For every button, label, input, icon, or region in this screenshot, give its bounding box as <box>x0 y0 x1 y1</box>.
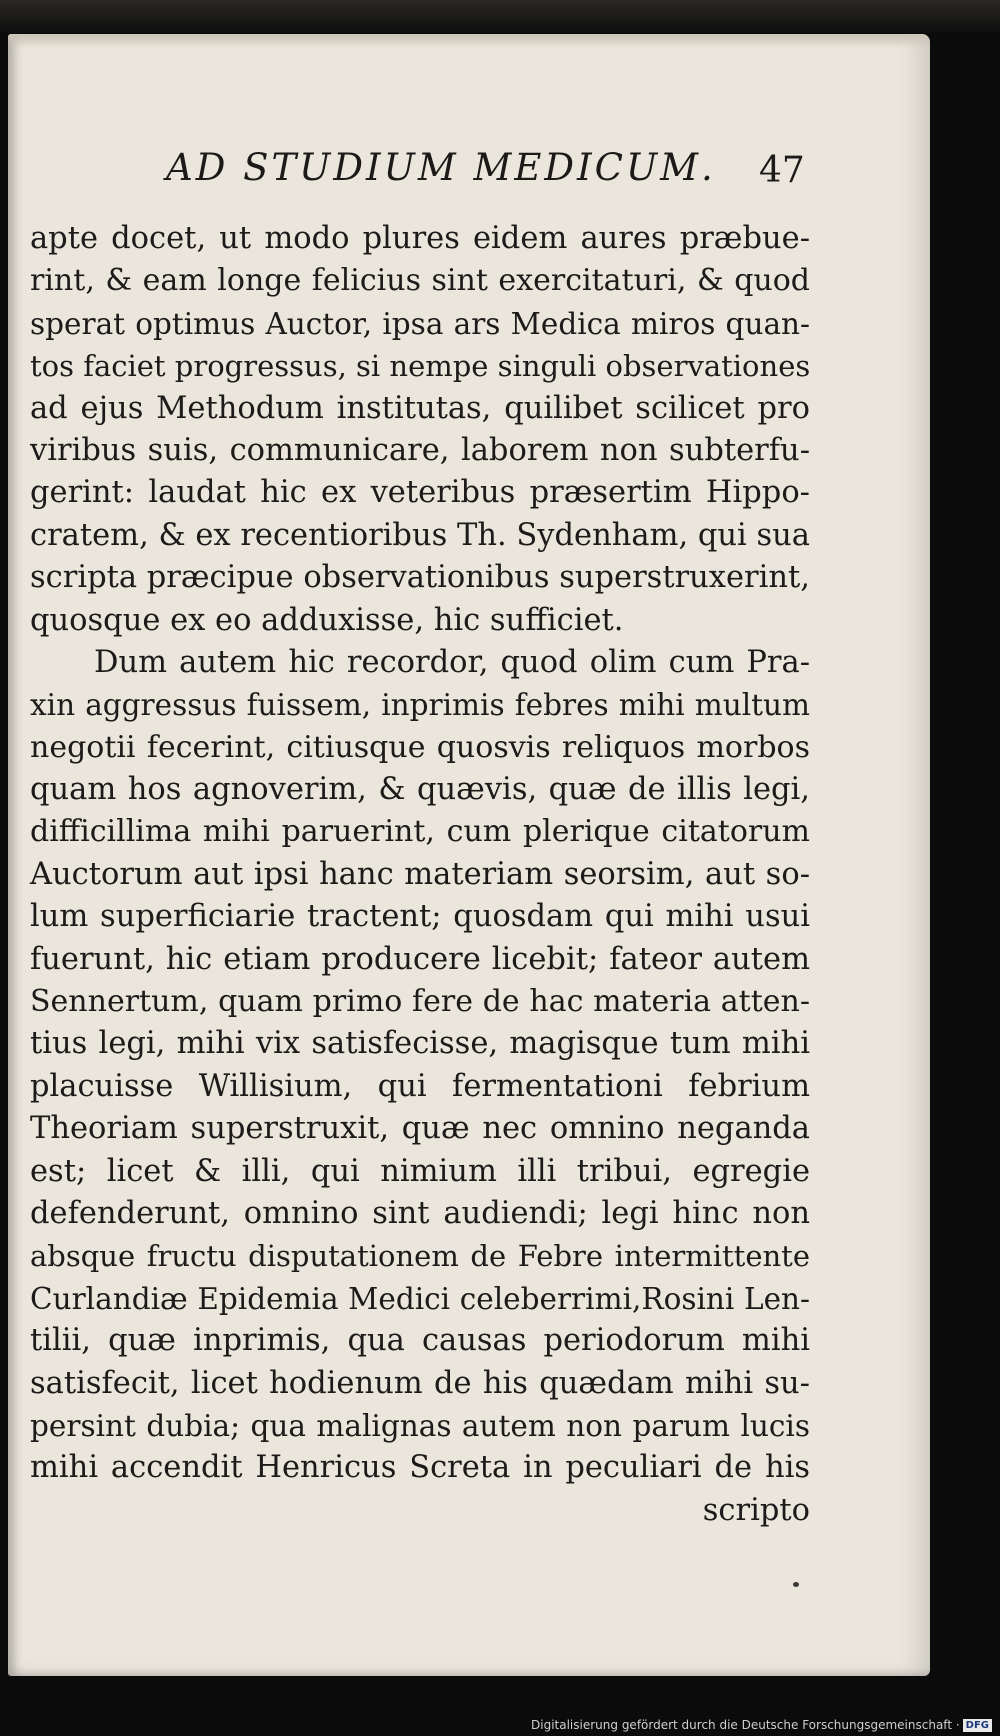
text-line: tilii, quæ inprimis, qua causas periodorum mihi <box>30 1323 810 1359</box>
text-line: lum superficiarie tractent; quosdam qui mihi usui <box>30 899 810 935</box>
text-line: difficillima mihi paruerint, cum plerique citatorum <box>30 814 810 850</box>
text-line: scripta præcipue observationibus superstruxerint, <box>30 560 810 596</box>
text-line: xin aggressus fuissem, inprimis febres mihi multum <box>30 688 810 723</box>
text-line: Dum autem hic recordor, quod olim cum Pra- <box>94 644 810 680</box>
text-line: sperat optimus Auctor, ipsa ars Medica miros quan- <box>30 306 810 341</box>
scan-background-top <box>0 0 1000 34</box>
body-text <box>30 218 810 1532</box>
dfg-logo: DFG <box>963 1719 992 1732</box>
text-line: gerint: laudat hic ex veteribus præsertim Hippo- <box>30 475 810 511</box>
text-line: quam hos agnoverim, & quævis, quæ de illis legi, <box>30 772 810 808</box>
text-line: negotii fecerint, citiusque quosvis reliquos morbos <box>30 729 810 765</box>
text-line: absque fructu disputationem de Febre intermittente <box>30 1239 810 1274</box>
text-line: viribus suis, communicare, laborem non subterfu- <box>30 432 810 468</box>
page-number: 47 <box>759 150 805 191</box>
text-line: est; licet & illi, qui nimium illi tribui, egregie <box>30 1153 810 1189</box>
ink-speck <box>793 1582 799 1587</box>
text-line: ad ejus Methodum institutas, quilibet scilicet pro <box>30 390 810 426</box>
text-line: Sennertum, quam primo fere de hac materia atten- <box>30 984 810 1020</box>
text-line: placuisse Willisium, qui fermentationi febrium <box>30 1068 810 1104</box>
text-line: rint, & eam longe felicius sint exercitaturi, & quod <box>30 263 810 299</box>
text-line: Auctorum aut ipsi hanc materiam seorsim, aut so- <box>30 856 810 892</box>
text-line: Curlandiæ Epidemia Medici celeberrimi,Rosini Len- <box>30 1281 810 1316</box>
book-page <box>8 34 930 1676</box>
text-line: persint dubia; qua malignas autem non parum lucis <box>30 1408 810 1443</box>
text-line: defenderunt, omnino sint audiendi; legi hinc non <box>30 1195 810 1231</box>
text-line: fuerunt, hic etiam producere licebit; fateor autem <box>30 941 810 977</box>
running-title: AD STUDIUM MEDICUM. <box>166 146 716 189</box>
text-line: apte docet, ut modo plures eidem aures præbue- <box>30 221 810 256</box>
text-line: scripto <box>702 1492 810 1528</box>
text-line: tius legi, mihi vix satisfecisse, magisque tum mihi <box>30 1026 810 1062</box>
page-edge-shadow <box>8 34 930 48</box>
text-line: quosque ex eo adduxisse, hic sufficiet. <box>30 602 624 638</box>
text-line: satisfecit, licet hodienum de his quædam mihi su- <box>30 1365 810 1401</box>
text-line: mihi accendit Henricus Screta in peculiari de his <box>30 1450 810 1486</box>
text-line: cratem, & ex recentioribus Th. Sydenham, qui sua <box>30 517 810 553</box>
text-line: Theoriam superstruxit, quæ nec omnino neganda <box>30 1111 810 1147</box>
text-line: tos faciet progressus, si nempe singuli observationes <box>30 349 811 384</box>
digitization-credit <box>531 1718 992 1732</box>
credit-text: Digitalisierung gefördert durch die Deutsche Forschungsgemeinschaft · <box>531 1718 960 1732</box>
